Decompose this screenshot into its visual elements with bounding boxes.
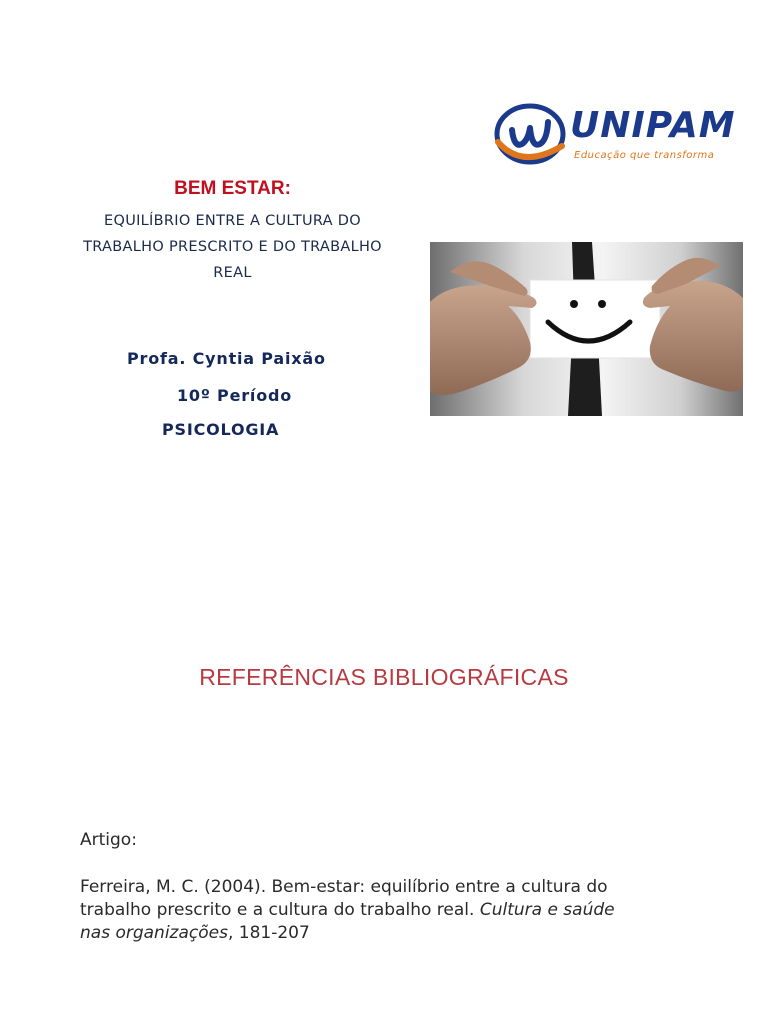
reference-entry (80, 876, 640, 945)
unipam-logo (492, 100, 736, 170)
logo-brand-text: UNIPAM (570, 105, 736, 146)
course-label: PSICOLOGIA (162, 420, 280, 439)
references-heading: REFERÊNCIAS BIBLIOGRÁFICAS (199, 664, 569, 690)
professor-name: Profa. Cyntia Paixão (127, 349, 326, 368)
main-title: BEM ESTAR: (174, 178, 291, 199)
subtitle-line: TRABALHO PRESCRITO E DO TRABALHO (83, 239, 382, 255)
reference-pages: , 181-207 (227, 923, 310, 943)
smiley-card-illustration (430, 242, 743, 416)
period-label: 10º Período (177, 386, 293, 405)
title-block (40, 178, 425, 286)
smiley-card-photo (430, 242, 743, 416)
subtitle (40, 208, 425, 286)
logo-tagline: Educação que transforma (574, 150, 715, 161)
unipam-logo-mark-icon (492, 100, 568, 170)
subtitle-line: EQUILÍBRIO ENTRE A CULTURA DO (104, 213, 361, 229)
reference-journal: Cultura e saúde nas organizações (80, 900, 615, 943)
subtitle-line: REAL (213, 265, 252, 281)
reference-authors: Ferreira, M. C. (2004). Bem-estar: equilíbrio entre a cultura do trabalho prescrito e a cultura do trabalho real. (80, 877, 608, 920)
article-label: Artigo: (80, 830, 137, 850)
